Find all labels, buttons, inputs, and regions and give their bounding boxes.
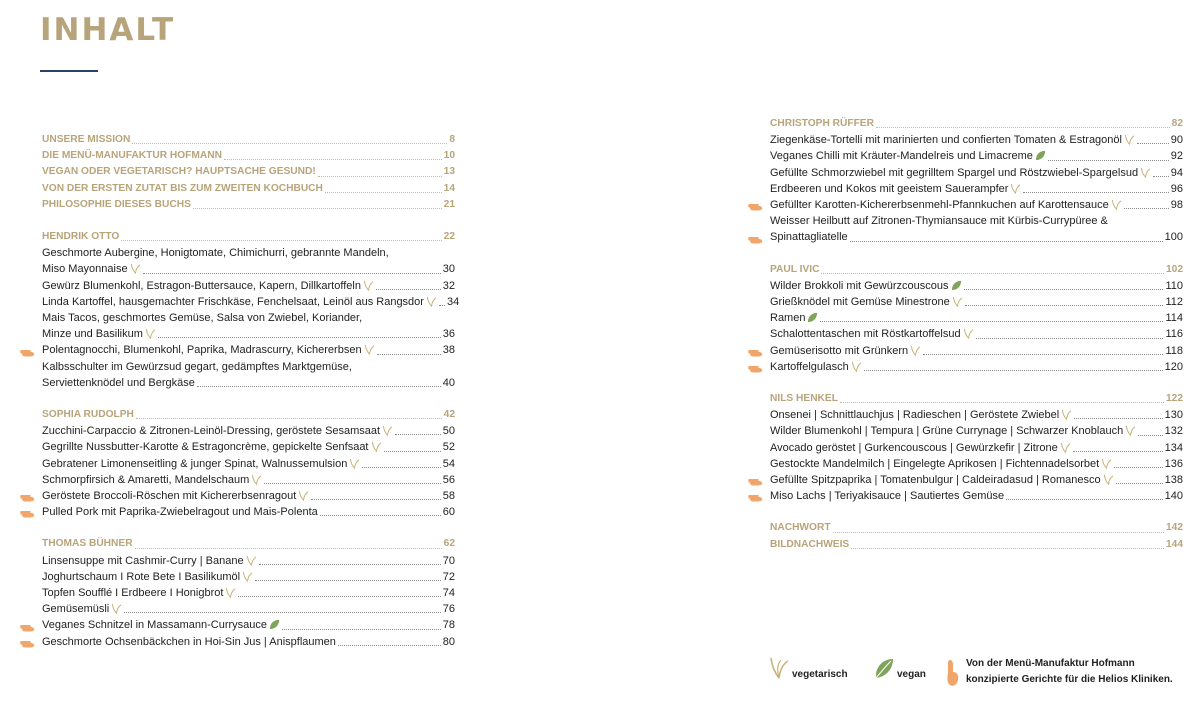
toc-page-number: 8 [449, 134, 455, 145]
dot-leader [325, 192, 442, 193]
toc-entry-title: Onsenei | Schnittlauchjus | Radieschen | Geröstete Zwiebel [770, 407, 1072, 423]
toc-heading[interactable] [42, 164, 455, 180]
toc-entry[interactable] [770, 407, 1183, 423]
dot-leader [121, 240, 441, 241]
toc-entry-title: Gemüserisotto mit Grünkern [770, 343, 921, 359]
dot-leader [1074, 418, 1162, 419]
vegetarian-leaf-icon [1060, 442, 1071, 453]
vegan-leaf-icon [807, 312, 818, 323]
legend-helios-line1: Von der Menü-Manufaktur Hofmann [966, 658, 1135, 669]
toc-entry[interactable] [42, 294, 460, 310]
toc-entry[interactable] [42, 423, 455, 439]
dot-leader [193, 208, 442, 209]
toc-entry[interactable] [770, 310, 1183, 326]
toc-entry-title: Kalbsschulter im Gewürzsud gegart, gedämpftes Marktgemüse, [42, 360, 352, 373]
toc-entry-title: Polentagnocchi, Blumenkohl, Paprika, Madrascurry, Kichererbsen [42, 342, 375, 358]
toc-heading[interactable] [770, 116, 1183, 132]
vegan-leaf-icon [1035, 150, 1046, 161]
toc-heading[interactable] [42, 197, 455, 213]
toc-entry-title: Erdbeeren und Kokos mit geeistem Sauerampfer [770, 181, 1021, 197]
dot-leader [318, 176, 442, 177]
legend-vegetarian-label: vegetarisch [792, 669, 848, 680]
vegetarian-leaf-icon [111, 603, 122, 614]
dot-leader [264, 483, 441, 484]
toc-entry-title: THOMAS BÜHNER [42, 538, 133, 550]
vegetarian-leaf-icon [1103, 474, 1114, 485]
toc-entry[interactable] [42, 439, 455, 455]
toc-page-number: 30 [442, 263, 455, 276]
vegetarian-leaf-icon [1061, 409, 1072, 420]
dot-leader [338, 645, 441, 646]
dot-leader [238, 596, 440, 597]
toc-entry-title: Veganes Schnitzel in Massamann-Currysauce [42, 617, 280, 633]
toc-entry[interactable] [42, 472, 455, 488]
toc-entry-title: Gewürz Blumenkohl, Estragon-Buttersauce, Kapern, Dillkartoffeln [42, 278, 374, 294]
vegetarian-leaf-icon [364, 344, 375, 355]
toc-entry-title: Gefüllte Spitzpaprika | Tomatenbulgur | Caldeiradasud | Romanesco [770, 472, 1114, 488]
dot-leader [1116, 483, 1163, 484]
toc-page-number: 96 [1170, 182, 1183, 195]
vegetarian-leaf-icon [768, 656, 790, 680]
toc-section [770, 520, 1183, 552]
dot-leader [362, 467, 440, 468]
toc-entry[interactable] [42, 488, 455, 504]
toc-page-number: 52 [442, 441, 455, 454]
toc-page-number: 132 [1164, 425, 1183, 438]
toc-entry-title: Wilder Brokkoli mit Gewürzcouscous [770, 278, 962, 294]
toc-entry-title: Linsensuppe mit Cashmir-Curry | Banane [42, 553, 257, 569]
toc-page-number: 70 [442, 554, 455, 567]
toc-entry[interactable] [42, 310, 455, 326]
vegetarian-leaf-icon [1010, 183, 1021, 194]
toc-entry[interactable] [770, 326, 1183, 342]
toc-section [42, 407, 455, 520]
toc-page-number: 58 [442, 490, 455, 503]
dot-leader [158, 337, 441, 338]
toc-page-number: 10 [443, 150, 455, 162]
toc-entry[interactable] [42, 375, 455, 391]
toc-heading[interactable] [42, 132, 455, 148]
vegetarian-leaf-icon [298, 490, 309, 501]
toc-page-number: 78 [442, 619, 455, 632]
toc-entry[interactable] [42, 585, 455, 601]
vegetarian-leaf-icon [910, 345, 921, 356]
toc-entry-title: Gestockte Mandelmilch | Eingelegte Aprikosen | Fichtennadelsorbet [770, 456, 1112, 472]
vegetarian-leaf-icon [426, 296, 437, 307]
toc-page-number: 102 [1166, 263, 1183, 275]
toc-entry-title: Weisser Heilbutt auf Zitronen-Thymiansauce mit Kürbis-Currypüree & [770, 215, 1108, 228]
toc-section [42, 229, 460, 391]
toc-entry[interactable] [42, 601, 455, 617]
dot-leader [320, 515, 441, 516]
toc-section [42, 536, 455, 649]
vegetarian-leaf-icon [963, 328, 974, 339]
toc-entry-title: Veganes Chilli mit Kräuter-Mandelreis und Limacreme [770, 148, 1046, 164]
toc-page-number: 40 [442, 376, 455, 389]
dot-leader [1048, 160, 1169, 161]
toc-page-number: 134 [1164, 441, 1183, 454]
vegetarian-leaf-icon [851, 361, 862, 372]
toc-entry[interactable] [42, 634, 455, 650]
toc-page-number: 38 [442, 344, 455, 357]
toc-page-number: 14 [443, 182, 455, 194]
toc-page-number: 136 [1164, 457, 1183, 470]
toc-entry[interactable] [42, 342, 455, 358]
toc-heading[interactable] [770, 262, 1183, 278]
toc-heading[interactable] [42, 148, 455, 164]
toc-entry[interactable] [42, 359, 455, 375]
toc-entry-title: Topfen Soufflé I Erdbeere I Honigbrot [42, 585, 236, 601]
toc-left-column [42, 132, 460, 666]
toc-heading[interactable] [42, 229, 455, 245]
toc-entry[interactable] [770, 488, 1183, 504]
toc-entry-title: VEGAN ODER VEGETARISCH? HAUPTSACHE GESUND! [42, 166, 316, 178]
dot-leader [135, 548, 442, 549]
toc-entry[interactable] [770, 456, 1183, 472]
toc-section [42, 132, 455, 213]
dot-leader [820, 321, 1163, 322]
toc-page-number: 138 [1164, 474, 1183, 487]
pointing-hand-icon [20, 508, 38, 518]
dot-leader [377, 354, 441, 355]
toc-page-number: 42 [443, 409, 455, 421]
toc-entry-title: Gefüllter Karotten-Kichererbsenmehl-Pfannkuchen auf Karottensauce [770, 197, 1122, 213]
toc-page-number: 50 [442, 425, 455, 438]
toc-heading[interactable] [42, 181, 455, 197]
toc-page-number: 34 [446, 295, 460, 308]
toc-entry-title: Gegrillte Nussbutter-Karotte & Estragoncrème, gepickelte Senfsaat [42, 439, 382, 455]
toc-entry-title: PHILOSOPHIE DIESES BUCHS [42, 198, 191, 210]
dot-leader [964, 289, 1164, 290]
toc-page-number: 140 [1164, 490, 1183, 503]
toc-entry-title: Pulled Pork mit Paprika-Zwiebelragout und Mais-Polenta [42, 506, 318, 519]
pointing-hand-icon [748, 492, 766, 502]
legend-vegetarian [768, 656, 848, 680]
dot-leader [840, 402, 1164, 403]
toc-page-number: 21 [443, 198, 455, 210]
toc-entry-title: Avocado geröstet | Gurkencouscous | Gewürzkefir | Zitrone [770, 440, 1071, 456]
toc-entry-title: Joghurtschaum I Rote Bete I Basilikumöl [42, 569, 253, 585]
toc-entry-title: NILS HENKEL [770, 393, 838, 405]
toc-entry-title: Gebratener Limonenseitling & junger Spinat, Walnussemulsion [42, 456, 360, 472]
vegan-leaf-icon [951, 280, 962, 291]
toc-entry-title: UNSERE MISSION [42, 134, 131, 145]
dot-leader [851, 548, 1164, 549]
toc-page-number: 82 [1171, 118, 1183, 129]
toc-entry-title: CHRISTOPH RÜFFER [770, 118, 874, 129]
toc-section [770, 262, 1183, 375]
dot-leader [132, 143, 447, 144]
toc-entry-title: Schalottentaschen mit Röstkartoffelsud [770, 326, 974, 342]
vegetarian-leaf-icon [363, 280, 374, 291]
toc-entry-title: SOPHIA RUDOLPH [42, 409, 134, 421]
pointing-hand-icon [20, 638, 38, 648]
toc-page-number: 116 [1165, 328, 1183, 341]
toc-entry-title: Zucchini-Carpaccio & Zitronen-Leinöl-Dressing, geröstete Sesamsaat [42, 423, 393, 439]
toc-entry-title: Ziegenkäse-Tortelli mit marinierten und confierten Tomaten & Estragonöl [770, 132, 1135, 148]
vegetarian-leaf-icon [371, 441, 382, 452]
vegetarian-leaf-icon [952, 296, 963, 307]
pointing-hand-icon [748, 234, 766, 244]
toc-page-number: 110 [1165, 279, 1183, 292]
toc-page-number: 114 [1165, 312, 1183, 325]
dot-leader [1006, 499, 1162, 500]
toc-entry-title: PAUL IVIC [770, 263, 820, 275]
vegan-leaf-icon [269, 619, 280, 630]
pointing-hand-icon [20, 347, 38, 357]
toc-entry[interactable] [770, 213, 1183, 229]
toc-page-number: 80 [442, 635, 455, 648]
pointing-hand-icon [748, 363, 766, 373]
toc-entry[interactable] [770, 229, 1183, 245]
toc-page-number: 112 [1165, 296, 1183, 309]
dot-leader [1137, 143, 1169, 144]
toc-entry[interactable] [42, 504, 455, 520]
toc-entry[interactable] [770, 278, 1183, 294]
toc-entry-title: Schmorpfirsich & Amaretti, Mandelschaum [42, 472, 262, 488]
dot-leader [923, 354, 1163, 355]
page-title: INHALT [40, 12, 176, 48]
toc-entry-title: Linda Kartoffel, hausgemachter Frischkäse, Fenchelsaat, Leinöl aus Rangsdor [42, 294, 437, 310]
toc-entry[interactable] [770, 423, 1183, 439]
dot-leader [821, 273, 1164, 274]
toc-entry-title: Gefüllte Schmorzwiebel mit gegrilltem Spargel und Röstzwiebel-Spargelsud [770, 165, 1151, 181]
vegetarian-leaf-icon [225, 587, 236, 598]
dot-leader [439, 305, 445, 306]
title-underline [40, 70, 98, 72]
toc-page-number: 130 [1164, 409, 1183, 422]
toc-entry-title: Miso Mayonnaise [42, 261, 141, 277]
toc-entry-title: HENDRIK OTTO [42, 231, 120, 243]
dot-leader [311, 499, 440, 500]
vegetarian-leaf-icon [382, 425, 393, 436]
toc-page-number: 32 [442, 279, 455, 292]
dot-leader [124, 612, 441, 613]
toc-entry[interactable] [770, 197, 1183, 213]
toc-page-number: 56 [442, 473, 455, 486]
toc-entry[interactable] [770, 294, 1183, 310]
toc-page-number: 98 [1170, 199, 1183, 212]
toc-entry-title: DIE MENÜ-MANUFAKTUR HOFMANN [42, 150, 222, 162]
toc-entry[interactable] [42, 278, 455, 294]
toc-entry[interactable] [770, 440, 1183, 456]
vegetarian-leaf-icon [242, 571, 253, 582]
toc-entry[interactable] [770, 181, 1183, 197]
dot-leader [197, 386, 441, 387]
vegetarian-leaf-icon [246, 555, 257, 566]
toc-entry-title: Geschmorte Aubergine, Honigtomate, Chimichurri, gebrannte Mandeln, [42, 247, 389, 260]
dot-leader [395, 434, 441, 435]
toc-heading[interactable] [42, 407, 455, 423]
dot-leader [850, 241, 1163, 242]
toc-page-number: 100 [1164, 231, 1183, 244]
dot-leader [976, 338, 1164, 339]
dot-leader [255, 580, 441, 581]
toc-entry[interactable] [42, 456, 455, 472]
toc-section [770, 391, 1183, 504]
dot-leader [1124, 208, 1169, 209]
dot-leader [1114, 467, 1162, 468]
toc-page-number: 13 [443, 166, 455, 178]
vegetarian-leaf-icon [1101, 458, 1112, 469]
dot-leader [224, 159, 442, 160]
dot-leader [259, 564, 441, 565]
toc-entry-title: Mais Tacos, geschmortes Gemüse, Salsa von Zwiebel, Koriander, [42, 312, 363, 325]
toc-page-number: 90 [1170, 134, 1183, 147]
vegetarian-leaf-icon [251, 474, 262, 485]
dot-leader [282, 629, 441, 630]
toc-entry-title: Wilder Blumenkohl | Tempura | Grüne Currynage | Schwarzer Knoblauch [770, 423, 1136, 439]
toc-page-number: 94 [1170, 166, 1183, 179]
toc-page-number: 72 [442, 570, 455, 583]
pointing-hand-icon [20, 622, 38, 632]
dot-leader [136, 418, 442, 419]
toc-page-number: 54 [442, 457, 455, 470]
toc-page-number: 92 [1170, 150, 1183, 163]
toc-page-number: 144 [1166, 538, 1183, 550]
vegetarian-leaf-icon [1124, 134, 1135, 145]
pointing-hand-icon [946, 658, 960, 688]
toc-heading[interactable] [770, 537, 1183, 553]
dot-leader [965, 305, 1164, 306]
toc-entry[interactable] [42, 553, 455, 569]
dot-leader [1073, 451, 1163, 452]
dot-leader [876, 127, 1170, 128]
vegetarian-leaf-icon [1111, 199, 1122, 210]
toc-entry-title: Kartoffelgulasch [770, 359, 862, 375]
dot-leader [833, 532, 1164, 533]
legend-vegan-label: vegan [897, 669, 926, 680]
toc-entry-title: NACHWORT [770, 522, 831, 534]
toc-page-number: 142 [1166, 522, 1183, 534]
toc-entry-title: BILDNACHWEIS [770, 538, 850, 550]
toc-entry[interactable] [770, 148, 1183, 164]
toc-entry-title: Serviettenknödel und Bergkäse [42, 376, 195, 389]
toc-entry-title: VON DER ERSTEN ZUTAT BIS ZUM ZWEITEN KOCHBUCH [42, 182, 323, 194]
dot-leader [864, 370, 1163, 371]
toc-page-number: 22 [443, 231, 455, 243]
toc-entry[interactable] [42, 261, 455, 277]
legend-helios [946, 656, 1173, 688]
toc-entry-title: Minze und Basilikum [42, 326, 156, 342]
toc-entry[interactable] [770, 165, 1183, 181]
toc-page-number: 36 [442, 328, 455, 341]
pointing-hand-icon [748, 476, 766, 486]
vegan-leaf-icon [873, 656, 895, 680]
toc-entry[interactable] [42, 617, 455, 633]
dot-leader [143, 273, 441, 274]
toc-entry[interactable] [42, 326, 455, 342]
toc-entry[interactable] [770, 132, 1183, 148]
vegetarian-leaf-icon [1125, 425, 1136, 436]
toc-entry[interactable] [770, 472, 1183, 488]
toc-entry-title: Ramen [770, 310, 818, 326]
dot-leader [1153, 176, 1169, 177]
toc-section [770, 116, 1183, 246]
toc-page-number: 76 [442, 603, 455, 616]
toc-entry[interactable] [42, 569, 455, 585]
legend-vegan [873, 656, 926, 680]
toc-entry-title: Geröstete Broccoli-Röschen mit Kichererbsenragout [42, 488, 309, 504]
toc-entry[interactable] [770, 359, 1183, 375]
toc-page-number: 120 [1164, 360, 1183, 373]
toc-entry-title: Spinattagliatelle [770, 231, 848, 244]
dot-leader [384, 451, 441, 452]
toc-heading[interactable] [42, 536, 455, 552]
toc-entry-title: Gemüsemüsli [42, 601, 122, 617]
pointing-hand-icon [20, 492, 38, 502]
pointing-hand-icon [748, 347, 766, 357]
toc-page-number: 60 [442, 506, 455, 519]
dot-leader [1138, 435, 1162, 436]
vegetarian-leaf-icon [145, 328, 156, 339]
toc-right-column [770, 116, 1183, 569]
toc-entry[interactable] [770, 343, 1183, 359]
toc-page-number: 118 [1165, 344, 1183, 357]
dot-leader [1023, 192, 1168, 193]
toc-entry[interactable] [42, 245, 455, 261]
pointing-hand-icon [748, 201, 766, 211]
dot-leader [376, 289, 441, 290]
toc-page-number: 62 [443, 538, 455, 550]
vegetarian-leaf-icon [1140, 167, 1151, 178]
legend-helios-line2: konzipierte Gerichte für die Helios Kliniken. [966, 674, 1173, 685]
toc-heading[interactable] [770, 520, 1183, 536]
toc-entry-title: Grießknödel mit Gemüse Minestrone [770, 294, 963, 310]
vegetarian-leaf-icon [130, 263, 141, 274]
toc-entry-title: Miso Lachs | Teriyakisauce | Sautiertes Gemüse [770, 490, 1005, 503]
toc-heading[interactable] [770, 391, 1183, 407]
toc-page-number: 122 [1166, 393, 1183, 405]
vegetarian-leaf-icon [349, 458, 360, 469]
toc-entry-title: Geschmorte Ochsenbäckchen in Hoi-Sin Jus | Anispflaumen [42, 635, 336, 648]
toc-page-number: 74 [442, 587, 455, 600]
